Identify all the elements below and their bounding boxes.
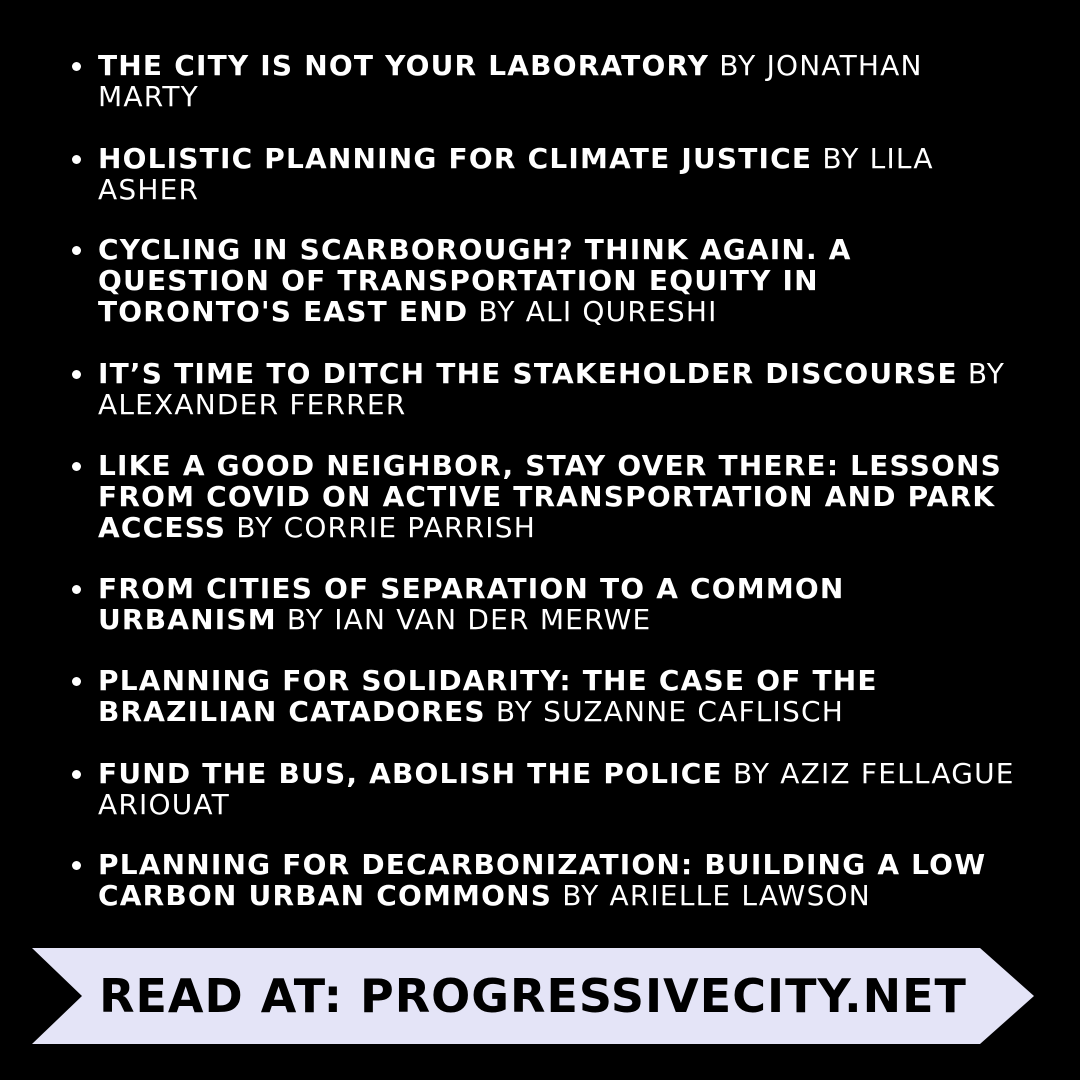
article-byline: BY JONATHAN MARTY bbox=[98, 49, 923, 113]
list-item-text bbox=[98, 234, 1022, 327]
list-item-text bbox=[98, 450, 1022, 543]
bullet-icon bbox=[72, 62, 81, 71]
bullet-icon bbox=[72, 861, 81, 870]
bullet-icon bbox=[72, 585, 81, 594]
list-item bbox=[72, 234, 1022, 327]
article-byline: BY CORRIE PARRISH bbox=[236, 511, 536, 544]
bullet-icon bbox=[72, 770, 81, 779]
article-byline: BY AZIZ FELLAGUE ARIOUAT bbox=[98, 757, 1015, 821]
article-byline: BY ALEXANDER FERRER bbox=[98, 357, 1006, 421]
list-item bbox=[72, 665, 1022, 727]
list-item-text bbox=[98, 665, 1022, 727]
list-item bbox=[72, 358, 1022, 420]
article-title: FUND THE BUS, ABOLISH THE POLICE bbox=[98, 757, 723, 790]
article-byline: BY ALI QURESHI bbox=[478, 295, 718, 328]
bullet-icon bbox=[72, 246, 81, 255]
article-title: CYCLING IN SCARBOROUGH? THINK AGAIN. A QUESTION OF TRANSPORTATION EQUITY IN TORONTO'S EAST END bbox=[98, 233, 852, 328]
article-title: THE CITY IS NOT YOUR LABORATORY bbox=[98, 49, 710, 82]
list-item-text bbox=[98, 758, 1022, 820]
list-item bbox=[72, 758, 1022, 820]
bullet-icon bbox=[72, 677, 81, 686]
article-title: PLANNING FOR SOLIDARITY: THE CASE OF THE BRAZILIAN CATADORES bbox=[98, 664, 878, 728]
article-byline: BY LILA ASHER bbox=[98, 142, 934, 206]
list-item bbox=[72, 50, 1022, 112]
list-item bbox=[72, 573, 1022, 635]
article-byline: BY IAN VAN DER MERWE bbox=[286, 603, 652, 636]
article-title: HOLISTIC PLANNING FOR CLIMATE JUSTICE bbox=[98, 142, 813, 175]
list-item-text bbox=[98, 573, 1022, 635]
bullet-icon bbox=[72, 462, 81, 471]
bullet-icon bbox=[72, 155, 81, 164]
bullet-icon bbox=[72, 370, 81, 379]
article-byline: BY ARIELLE LAWSON bbox=[562, 879, 871, 912]
banner-text: READ AT: PROGRESSIVECITY.NET bbox=[99, 969, 967, 1023]
article-title: LIKE A GOOD NEIGHBOR, STAY OVER THERE: LESSONS FROM COVID ON ACTIVE TRANSPORTATION AND PARK ACCESS bbox=[98, 449, 1003, 544]
article-byline: BY SUZANNE CAFLISCH bbox=[495, 695, 844, 728]
article-title: PLANNING FOR DECARBONIZATION: BUILDING A LOW CARBON URBAN COMMONS bbox=[98, 848, 987, 912]
list-item-text bbox=[98, 50, 1022, 112]
article-title: IT’S TIME TO DITCH THE STAKEHOLDER DISCOURSE bbox=[98, 357, 958, 390]
list-item-text bbox=[98, 143, 1022, 205]
list-item-text bbox=[98, 358, 1022, 420]
list-item bbox=[72, 849, 1022, 911]
list-item bbox=[72, 450, 1022, 543]
list-item bbox=[72, 143, 1022, 205]
article-title: FROM CITIES OF SEPARATION TO A COMMON URBANISM bbox=[98, 572, 845, 636]
read-at-banner bbox=[32, 948, 1034, 1044]
list-item-text bbox=[98, 849, 1022, 911]
